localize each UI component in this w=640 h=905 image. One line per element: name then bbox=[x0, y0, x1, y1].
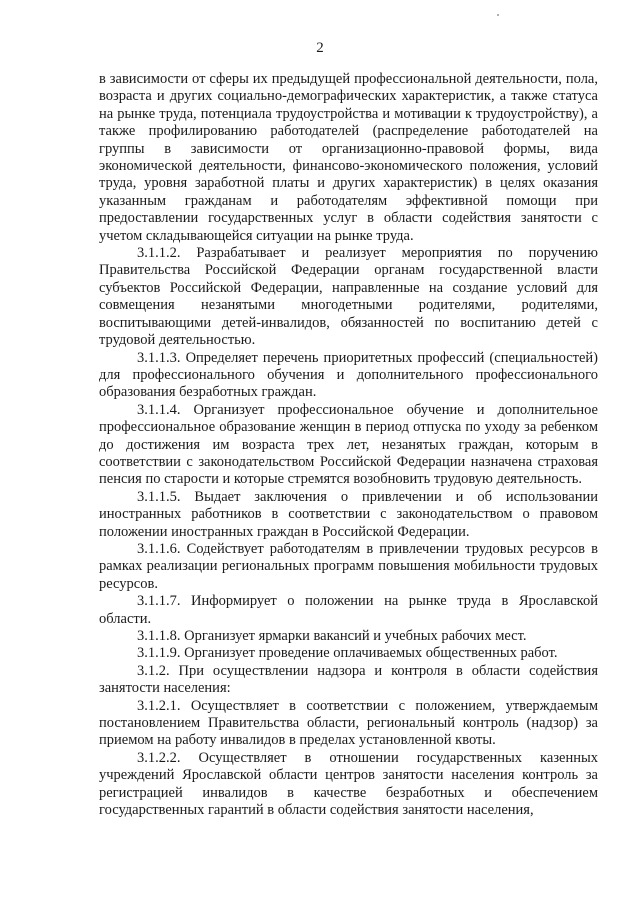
paragraph-3-1-1-7: 3.1.1.7. Информирует о положении на рынке труда в Ярославской области. bbox=[99, 593, 598, 627]
paragraph-3-1-2-2: 3.1.2.2. Осуществляет в отношении государственных казенных учреждений Ярославской области центров занятости населения контроль за регистрацией инвалидов в качестве безработных и обеспечением государственных гарантий в области содействия занятости населения, bbox=[99, 749, 598, 819]
paragraph-3-1-1-9: 3.1.1.9. Организует проведение оплачиваемых общественных работ. bbox=[137, 645, 558, 662]
paragraph-3-1-1-4: 3.1.1.4. Организует профессиональное обучение и дополнительное профессиональное образование женщин в период отпуска по уходу за ребенком до достижения им возраста трех лет, незанятых граждан, которым в соответствии с законодательством Российской Федерации назначена страховая пенсия по старости и которые стремятся возобновить трудовую деятельность. bbox=[99, 401, 598, 488]
scan-dot bbox=[497, 14, 499, 16]
paragraph-3-1-2: 3.1.2. При осуществлении надзора и контроля в области содействия занятости населения: bbox=[99, 662, 598, 697]
page-number: 2 bbox=[316, 40, 324, 56]
paragraph-3-1-1-6: 3.1.1.6. Содействует работодателям в привлечении трудовых ресурсов в рамках реализации региональных программ повышения мобильности трудовых ресурсов. bbox=[99, 540, 598, 592]
document-body bbox=[99, 71, 598, 819]
paragraph-continuation: в зависимости от сферы их предыдущей профессиональной деятельности, пола, возраста и других социально-демографических характеристик, а также статуса на рынке труда, потенциала трудоустройства и мотивации к трудоустройству), а также профилированию работодателей (распределение работодателей на группы в зависимости от организационно-правовой формы, вида экономической деятельности, финансово-экономического положения, условий труда, уровня заработной платы и других характеристик) в целях оказания указанным гражданам и работодателям эффективной помощи при предоставлении государственных услуг в области содействия занятости с учетом складывающейся ситуации на рынке труда. bbox=[99, 71, 598, 244]
paragraph-3-1-1-5: 3.1.1.5. Выдает заключения о привлечении и об использовании иностранных работников в соответствии с законодательством о правовом положении иностранных граждан в Российской Федерации. bbox=[99, 488, 598, 540]
paragraph-3-1-1-2: 3.1.1.2. Разрабатывает и реализует мероприятия по поручению Правительства Российской Федерации органам государственной власти субъектов Российской Федерации, направленные на создание условий для совмещения незанятыми многодетными родителями, родителями, воспитывающими детей-инвалидов, обязанностей по воспитанию детей с трудовой деятельностью. bbox=[99, 245, 598, 349]
paragraph-3-1-2-1: 3.1.2.1. Осуществляет в соответствии с положением, утверждаемым постановлением Правительства области, региональный контроль (надзор) за приемом на работу инвалидов в пределах установленной квоты. bbox=[99, 697, 598, 749]
paragraph-3-1-1-8: 3.1.1.8. Организует ярмарки вакансий и учебных рабочих мест. bbox=[137, 628, 527, 644]
paragraph-3-1-1-3: 3.1.1.3. Определяет перечень приоритетных профессий (специальностей) для профессионального обучения и дополнительного профессионального образования безработных граждан. bbox=[99, 349, 598, 401]
